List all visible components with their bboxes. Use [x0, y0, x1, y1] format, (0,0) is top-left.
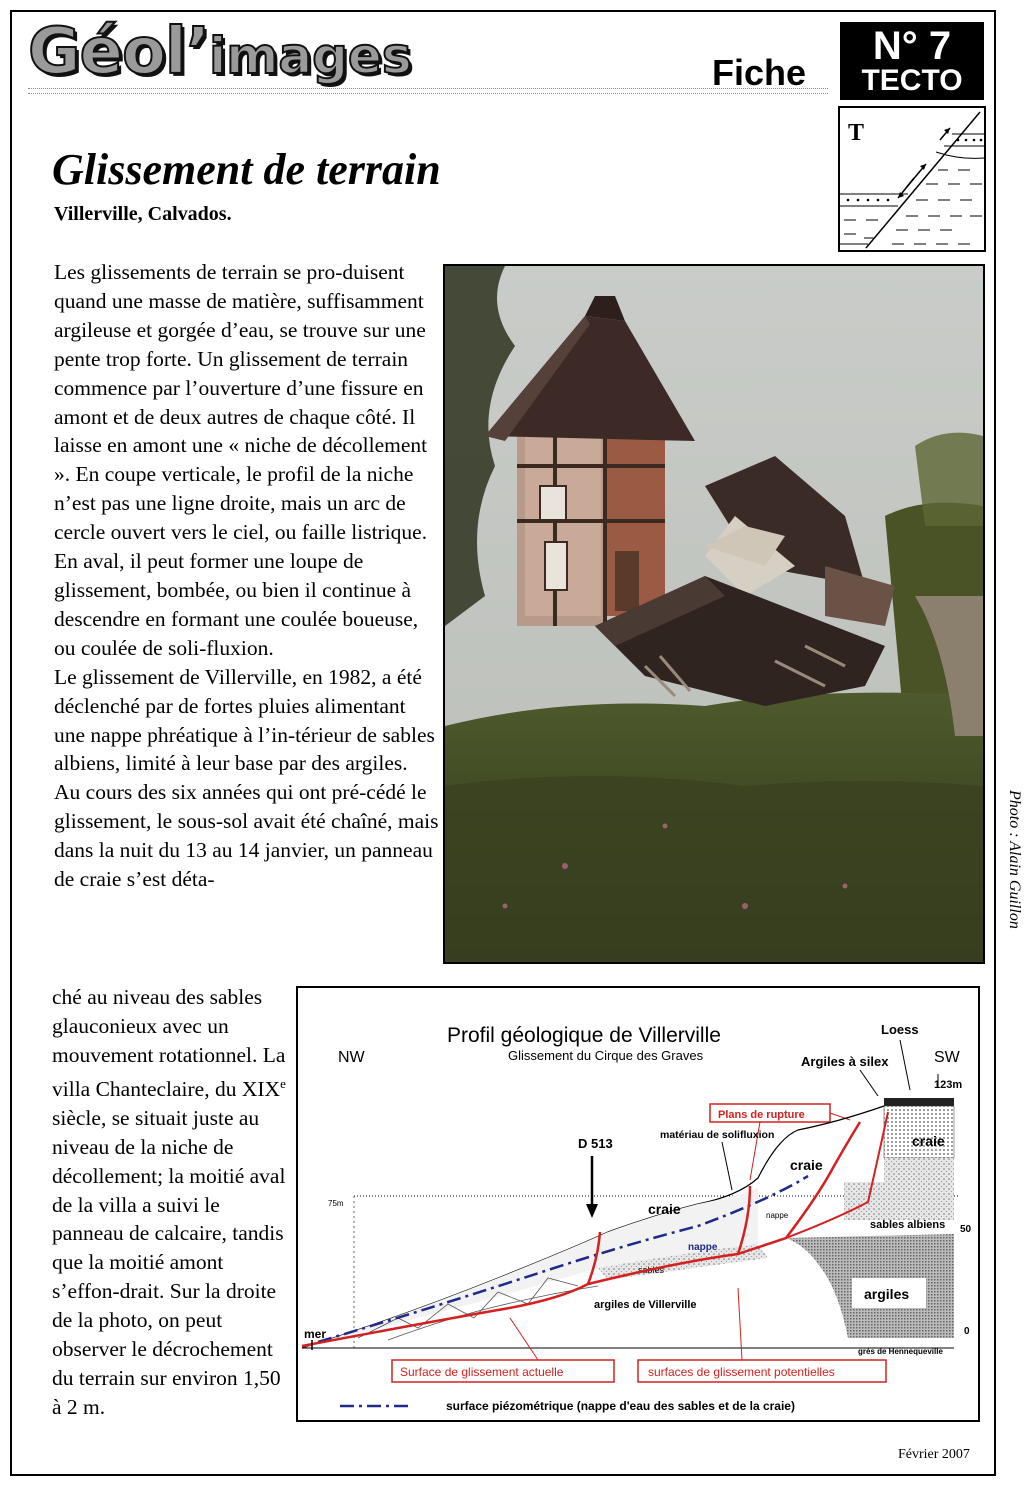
reverse-fault-icon — [838, 106, 986, 252]
craie-label-lower: craie — [648, 1201, 681, 1217]
loess-label: Loess — [881, 1022, 919, 1037]
page-subtitle: Villerville, Calvados. — [54, 203, 232, 225]
fiche-badge — [840, 22, 984, 100]
body-text-top — [54, 258, 439, 894]
fiche-category: TECTO — [861, 64, 963, 97]
profile-subtitle: Glissement du Cirque des Graves — [508, 1048, 704, 1063]
sables-label: sables — [638, 1265, 665, 1275]
geological-profile — [296, 986, 980, 1422]
argiles-silex-label: Argiles à silex — [801, 1054, 889, 1069]
d513-label: D 513 — [578, 1136, 613, 1151]
paragraph-4 — [52, 983, 292, 1422]
legend-potential-label: surfaces de glissement potentielles — [648, 1365, 835, 1379]
altitude-75-label: 75m — [328, 1199, 344, 1208]
tick-0-label: 0 — [964, 1326, 970, 1337]
argiles-villerville-label: argiles de Villerville — [594, 1299, 697, 1311]
altitude-123-label: 123m — [934, 1079, 963, 1091]
logo-part2: images — [209, 27, 412, 85]
landslide-photo — [443, 264, 985, 964]
legend-piezo-label: surface piézométrique (nappe d'eau des sables et de la craie) — [446, 1399, 795, 1413]
body-text-bottom — [52, 983, 292, 1422]
logo-underline — [28, 88, 828, 94]
plans-rupture-label: Plans de rupture — [718, 1109, 805, 1121]
tick-50-label: 50 — [960, 1224, 972, 1235]
sables-albiens-label: sables albiens — [870, 1219, 946, 1231]
logo-part1: Géol’ — [28, 15, 210, 89]
logo — [28, 15, 412, 89]
fiche-number: N° 7 — [872, 24, 952, 68]
paragraph-2: Le glissement de Villerville, en 1982, a été déclenché par de fortes pluies alimentant une nappe phréatique à l’in-térieur de sables albiens, limité à leur base par des argiles. — [54, 664, 435, 776]
paragraph-3: Au cours des six années qui ont pré-cédé le glissement, le sous-sol avait été chaîné, mais dans la nuit du 13 au 14 janvier, un panneau de craie s’est déta- — [54, 780, 439, 892]
nappe-label-upper: nappe — [766, 1211, 789, 1220]
argiles-label: argiles — [864, 1286, 910, 1302]
paragraph-4-start: ché au niveau des sables glauconieux avec un mouvement rotationnel. La villa Chanteclaire, du XIX — [52, 985, 286, 1101]
century-superscript: e — [280, 1075, 286, 1091]
paragraph-4-end: siècle, se situait juste au niveau de la niche de décollement; la moitié aval de la villa a suivi le panneau de calcaire, tandis que la moitié amont s’effon-drait. Sur la droite de la photo, on peut observer le décrochement du terrain sur environ 1,50 à 2 m. — [52, 1105, 286, 1419]
photo-credit: Photo : Alain Guillon — [1006, 790, 1023, 929]
mer-label: mer — [304, 1327, 327, 1341]
profile-title: Profil géologique de Villerville — [447, 1024, 721, 1047]
solifluxion-label: matériau de solifluxion — [660, 1129, 775, 1141]
nappe-label-lower: nappe — [688, 1242, 718, 1253]
page-title: Glissement de terrain — [52, 145, 441, 194]
sw-label: SW — [934, 1049, 960, 1066]
gres-label: grès de Hennequeville — [858, 1347, 943, 1356]
pictogram-letter: T — [848, 120, 865, 146]
craie-label-upper: craie — [790, 1157, 823, 1173]
craie-label-right: craie — [912, 1133, 945, 1149]
legend-actual-label: Surface de glissement actuelle — [400, 1365, 564, 1379]
fiche-label: Fiche — [712, 52, 807, 93]
date-label: Février 2007 — [898, 1447, 970, 1462]
paragraph-1: Les glissements de terrain se pro-duisent quand une masse de matière, suffisamment argileuse et gorgée d’eau, se trouve sur une pente trop forte. Un glissement de terrain commence par l’ouverture d’une fissure en amont et de deux autres de chaque côté. Il laisse en amont une « niche de décollement ». En coupe verticale, le profil de la niche n’est pas une ligne droite, mais un arc de cercle ouvert vers le ciel, ou faille listrique. En aval, il peut former une loupe de glissement, bombée, ou bien il continue à descendre en formant une coulée boueuse, ou coulée de soli-fluxion. — [54, 260, 428, 660]
nw-label: NW — [338, 1049, 365, 1066]
